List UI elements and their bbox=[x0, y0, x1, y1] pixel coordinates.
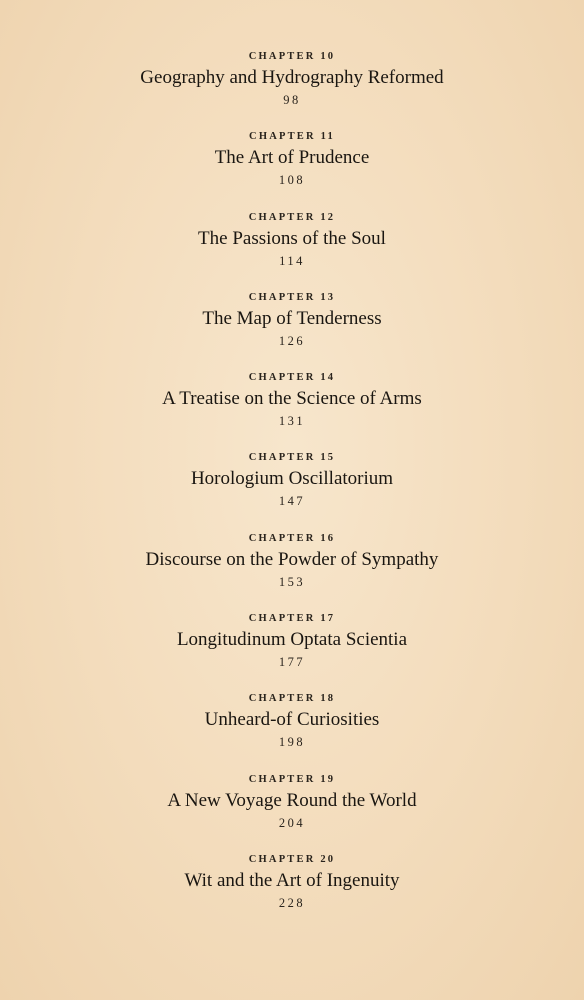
toc-entry-chapter-17 bbox=[0, 612, 584, 692]
chapter-label: CHAPTER 20 bbox=[248, 853, 336, 865]
chapter-label: CHAPTER 18 bbox=[248, 693, 336, 705]
chapter-title: A Treatise on the Science of Arms bbox=[162, 388, 422, 410]
chapter-title: The Map of Tenderness bbox=[202, 307, 382, 329]
toc-entry-chapter-14 bbox=[0, 371, 584, 451]
chapter-page-number: 153 bbox=[278, 574, 306, 589]
toc-entry-chapter-20 bbox=[0, 853, 584, 933]
chapter-title: Wit and the Art of Ingenuity bbox=[184, 869, 400, 891]
chapter-title: Unheard-of Curiosities bbox=[204, 709, 380, 731]
chapter-label: CHAPTER 19 bbox=[248, 773, 336, 785]
chapter-page-number: 228 bbox=[278, 895, 306, 910]
chapter-page-number: 198 bbox=[278, 735, 306, 750]
chapter-title: Horologium Oscillatorium bbox=[190, 468, 394, 490]
chapter-page-number: 114 bbox=[279, 253, 305, 268]
chapter-label: CHAPTER 11 bbox=[249, 131, 335, 143]
chapter-page-number: 108 bbox=[278, 173, 306, 188]
chapter-page-number: 147 bbox=[278, 494, 306, 509]
toc-entry-chapter-16 bbox=[0, 532, 584, 612]
chapter-page-number: 177 bbox=[278, 655, 306, 670]
chapter-label: CHAPTER 17 bbox=[248, 613, 336, 625]
toc-entry-chapter-19 bbox=[0, 773, 584, 853]
chapter-title: Geography and Hydrography Reformed bbox=[140, 67, 444, 88]
toc-entry-chapter-18 bbox=[0, 692, 584, 772]
chapter-page-number: 204 bbox=[278, 815, 306, 830]
toc-entry-chapter-10 bbox=[0, 50, 584, 130]
chapter-label: CHAPTER 16 bbox=[248, 532, 336, 544]
chapter-label: CHAPTER 10 bbox=[248, 51, 336, 62]
chapter-title: The Passions of the Soul bbox=[198, 227, 386, 249]
chapter-title: Discourse on the Powder of Sympathy bbox=[145, 548, 439, 570]
chapter-page-number: 98 bbox=[283, 93, 301, 107]
toc-entry-chapter-13 bbox=[0, 291, 584, 371]
toc-entry-chapter-15 bbox=[0, 451, 584, 531]
chapter-title: The Art of Prudence bbox=[214, 147, 370, 169]
table-of-contents bbox=[0, 50, 584, 933]
chapter-label: CHAPTER 13 bbox=[248, 291, 336, 303]
toc-entry-chapter-12 bbox=[0, 211, 584, 291]
chapter-title: A New Voyage Round the World bbox=[167, 789, 417, 811]
chapter-label: CHAPTER 12 bbox=[248, 211, 336, 223]
chapter-label: CHAPTER 14 bbox=[248, 372, 336, 384]
chapter-page-number: 126 bbox=[278, 333, 306, 348]
chapter-title: Longitudinum Optata Scientia bbox=[176, 629, 408, 651]
toc-entry-chapter-11 bbox=[0, 130, 584, 210]
chapter-page-number: 131 bbox=[278, 414, 306, 429]
chapter-label: CHAPTER 15 bbox=[248, 452, 336, 464]
